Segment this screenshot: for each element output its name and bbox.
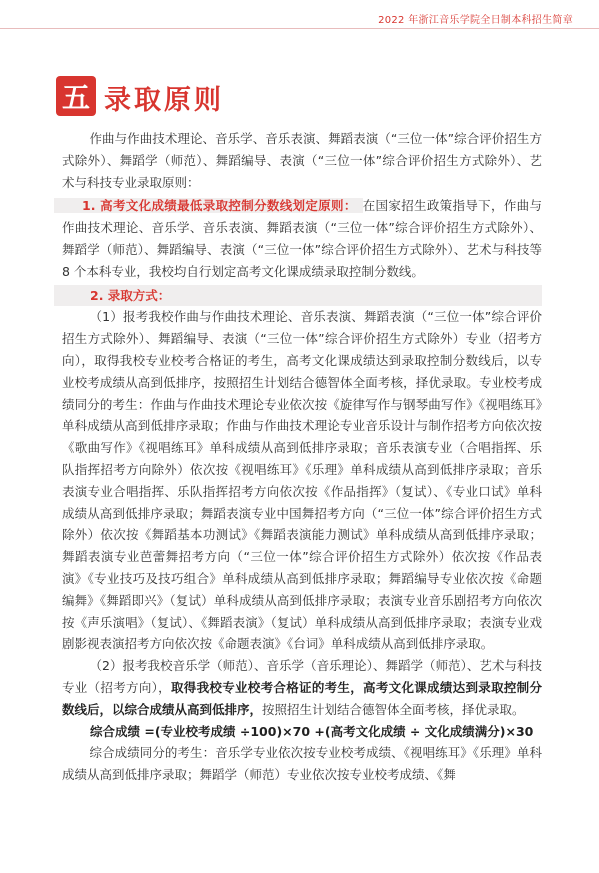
item2-para2 <box>62 655 542 720</box>
item2-para3: 综合成绩同分的考生：音乐学专业依次按专业校考成绩、《视唱练耳》《乐理》单科成绩从高到低排序录取；舞蹈学（师范）专业依次按专业校考成绩、《舞 <box>62 745 542 783</box>
header-title: 2022 年浙江音乐学院全日制本科招生简章 <box>378 15 573 26</box>
item2-para2-bold: 取得我校专业校考合格证的考生，高考文化课成绩达到录取控制分数线后，以综合成绩从高到低排序， <box>62 679 542 717</box>
item1-paragraph <box>62 195 542 282</box>
item1-heading: 1. 高考文化成绩最低录取控制分数线划定原则： <box>54 198 363 213</box>
section-number-badge: 五 <box>56 76 96 116</box>
item2-para2-a: （2）报考我校音乐学（师范）、音乐学（音乐理论）、舞蹈学（师范）、艺术与科技专业（招考方向）， <box>62 658 542 695</box>
item2-para2-c: 按照招生计划结合德智体全面考核，择优录取。 <box>262 701 525 717</box>
item2-para1: （1）报考我校作曲与作曲技术理论、音乐表演、舞蹈表演（“三位一体”综合评价招生方式除外）、舞蹈编导、表演（“三位一体”综合评价招生方式除外）专业（招考方向），取得我校专业校考合格证的考生，高考文化课成绩达到录取控制分数线后，以专业校考成绩从高到低排序，按照招生计划结合德智体全面考核，择优录取。专业校考成绩同分的考生：作曲与作曲技术理论专业依次按《旋律写作与钢琴曲写作》《视唱练耳》单科成绩从高到低排序录取；作曲与作曲技术理论专业音乐设计与制作招考方向依次按《歌曲写作》《视唱练耳》单科成绩从高到低排序录取；音乐表演专业（合唱指挥、乐队指挥招考方向除外）依次按《视唱练耳》《乐理》单科成绩从高到低排序录取；音乐表演专业合唱指挥、乐队指挥招考方向依次按《作品指挥》（复试）、《专业口试》单科成绩从高到低排序录取；舞蹈表演专业中国舞招考方向（“三位一体”综合评价招生方式除外）依次按《舞蹈基本功测试》《舞蹈表演能力测试》单科成绩从高到低排序录取；舞蹈表演专业芭蕾舞招考方向（“三位一体”综合评价招生方式除外）依次按《作品表演》《专业技巧及技巧组合》单科成绩从高到低排序录取；舞蹈编导专业依次按《命题编舞》《舞蹈即兴》（复试）单科成绩从高到低排序录取；表演专业音乐剧招考方向依次按《声乐演唱》（复试）、《舞蹈表演》（复试）单科成绩从高到低排序录取；表演专业戏剧影视表演招考方向依次按《命题表演》《台词》单科成绩从高到低排序录取。 <box>62 309 542 652</box>
header-divider <box>0 28 599 29</box>
intro-paragraph: 作曲与作曲技术理论、音乐学、音乐表演、舞蹈表演（“三位一体”综合评价招生方式除外）、舞蹈学（师范）、舞蹈编导、表演（“三位一体”综合评价招生方式除外）、艺术与科技专业录取原则： <box>62 131 542 190</box>
main-content <box>62 128 542 786</box>
section-title: 录取原则 <box>104 85 224 116</box>
composite-score-formula: 综合成绩 =(专业校考成绩 ÷100)×70 +(高考文化成绩 ÷ 文化成绩满分)×30 <box>90 723 534 739</box>
item1-text: 在国家招生政策指导下，作曲与作曲技术理论、音乐学、音乐表演、舞蹈表演（“三位一体”综合评价招生方式除外）、舞蹈学（师范）、舞蹈编导、表演（“三位一体”综合评价招生方式除外）、艺术与科技等 8 个本科专业，我校均自行划定高考文化课成绩录取控制分数线。 <box>62 198 542 279</box>
item2-heading: 2. 录取方式： <box>54 285 542 307</box>
